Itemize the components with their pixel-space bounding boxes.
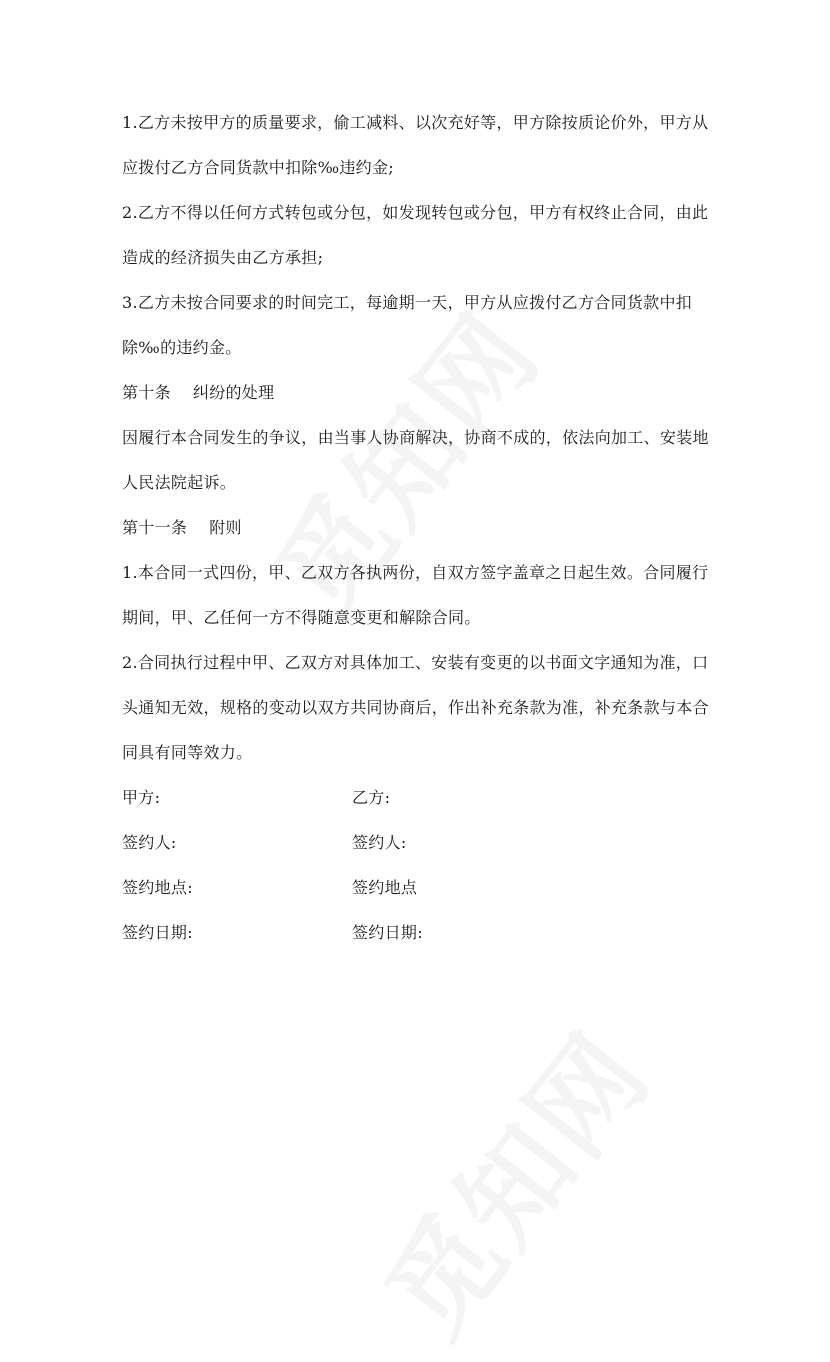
- signature-block: [122, 775, 722, 955]
- signature-row-party: [122, 775, 722, 820]
- signer-a-label: 签约人:: [122, 833, 177, 852]
- signer-b-label: 签约人:: [352, 833, 407, 852]
- signature-row-signer: [122, 820, 722, 865]
- signature-row-date: [122, 910, 722, 955]
- article-10-number: 第十条: [122, 383, 171, 402]
- article-11-title: 附则: [209, 518, 242, 537]
- date-b-label: 签约日期:: [352, 923, 423, 942]
- clause-1: 1.乙方未按甲方的质量要求，偷工减料、以次充好等，甲方除按质论价外，甲方从应拨付乙方合同货款中扣除‰违约金;: [122, 113, 709, 177]
- watermark-bottom: [343, 996, 678, 1362]
- article-10-body: 因履行本合同发生的争议，由当事人协商解决，协商不成的，依法向加工、安装地人民法院起诉。: [122, 428, 709, 492]
- clause-2: 2.乙方不得以任何方式转包或分包，如发现转包或分包，甲方有权终止合同，由此造成的经济损失由乙方承担;: [122, 203, 709, 267]
- location-a-label: 签约地点:: [122, 878, 193, 897]
- party-b-label: 乙方:: [352, 788, 391, 807]
- article-11-item-2: 2.合同执行过程中甲、乙双方对具体加工、安装有变更的以书面文字通知为准，口头通知无效，规格的变动以双方共同协商后，作出补充条款为准，补充条款与本合同具有同等效力。: [122, 653, 709, 762]
- article-11-heading: [122, 505, 722, 550]
- location-b-label: 签约地点: [352, 878, 418, 897]
- document-body: [122, 100, 722, 955]
- date-a-label: 签约日期:: [122, 923, 193, 942]
- signature-row-location: [122, 865, 722, 910]
- party-a-label: 甲方:: [122, 788, 161, 807]
- article-10-heading: [122, 370, 722, 415]
- article-11-item-1: 1.本合同一式四份，甲、乙双方各执两份，自双方签字盖章之日起生效。合同履行期间，甲、乙任何一方不得随意变更和解除合同。: [122, 563, 709, 627]
- clause-3: 3.乙方未按合同要求的时间完工，每逾期一天，甲方从应拨付乙方合同货款中扣除‰的违约金。: [122, 293, 693, 357]
- article-11-number: 第十一条: [122, 518, 188, 537]
- article-10-title: 纠纷的处理: [192, 383, 275, 402]
